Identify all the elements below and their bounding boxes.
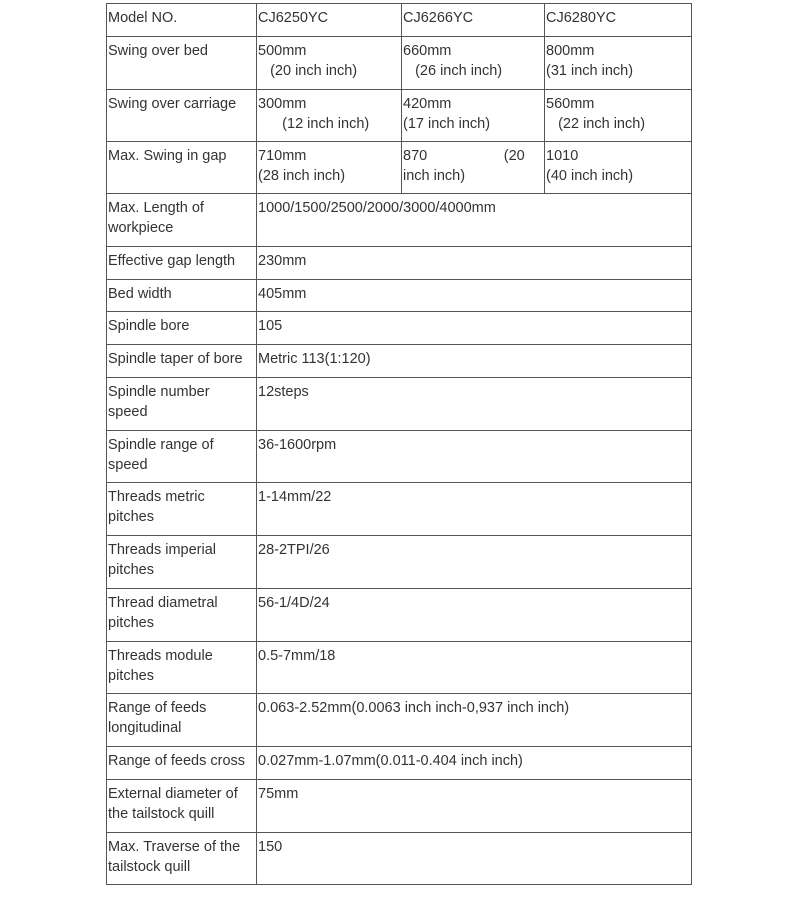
table-row <box>107 780 692 833</box>
cell-value: 75mm <box>257 780 692 833</box>
cell-value: 1010 (40 inch inch) <box>545 142 692 194</box>
table-row <box>107 589 692 642</box>
table-row <box>107 694 692 747</box>
table-row <box>107 90 692 142</box>
row-label: Range of feeds cross <box>107 747 257 780</box>
cell-value: 12steps <box>257 378 692 431</box>
cell-value: 36-1600rpm <box>257 431 692 483</box>
row-label: Range of feeds longitudinal <box>107 694 257 747</box>
cell-value: 150 <box>257 833 692 885</box>
row-label: Threads metric pitches <box>107 483 257 536</box>
cell-value: 300mm (12 inch inch) <box>257 90 402 142</box>
row-label: Threads imperial pitches <box>107 536 257 589</box>
table-row <box>107 431 692 483</box>
cell-value: 870 (20 inch inch) <box>402 142 545 194</box>
table-row <box>107 483 692 536</box>
table-row <box>107 37 692 90</box>
cell-value: 500mm (20 inch inch) <box>257 37 402 90</box>
table-row <box>107 642 692 694</box>
row-label: Bed width <box>107 280 257 312</box>
cell-value: 405mm <box>257 280 692 312</box>
table-row <box>107 194 692 247</box>
row-label: Spindle taper of bore <box>107 345 257 378</box>
row-label: Max. Traverse of the tailstock quill <box>107 833 257 885</box>
cell-value: 1000/1500/2500/2000/3000/4000mm <box>257 194 692 247</box>
cell-value: 0.063-2.52mm(0.0063 inch inch-0,937 inch inch) <box>257 694 692 747</box>
cell-value: 1-14mm/22 <box>257 483 692 536</box>
table-row <box>107 345 692 378</box>
model-cj6266yc: CJ6266YC <box>402 4 545 37</box>
row-label: Swing over carriage <box>107 90 257 142</box>
table-row <box>107 833 692 885</box>
cell-value: 420mm (17 inch inch) <box>402 90 545 142</box>
cell-value: 710mm (28 inch inch) <box>257 142 402 194</box>
row-label: Thread diametral pitches <box>107 589 257 642</box>
cell-value: 105 <box>257 312 692 345</box>
table-row <box>107 4 692 37</box>
row-label: Spindle number speed <box>107 378 257 431</box>
cell-value: 230mm <box>257 247 692 280</box>
row-label: Spindle range of speed <box>107 431 257 483</box>
table-row <box>107 247 692 280</box>
cell-value: 660mm (26 inch inch) <box>402 37 545 90</box>
header-label: Model NO. <box>107 4 257 37</box>
table-row <box>107 747 692 780</box>
table-row <box>107 378 692 431</box>
cell-value: 28-2TPI/26 <box>257 536 692 589</box>
row-label: External diameter of the tailstock quill <box>107 780 257 833</box>
row-label: Max. Length of workpiece <box>107 194 257 247</box>
cell-value: Metric 113(1:120) <box>257 345 692 378</box>
cell-value: 560mm (22 inch inch) <box>545 90 692 142</box>
model-cj6250yc: CJ6250YC <box>257 4 402 37</box>
cell-value: 800mm (31 inch inch) <box>545 37 692 90</box>
table-row <box>107 280 692 312</box>
row-label: Effective gap length <box>107 247 257 280</box>
row-label: Swing over bed <box>107 37 257 90</box>
cell-value: 0.5-7mm/18 <box>257 642 692 694</box>
model-cj6280yc: CJ6280YC <box>545 4 692 37</box>
row-label: Threads module pitches <box>107 642 257 694</box>
row-label: Max. Swing in gap <box>107 142 257 194</box>
row-label: Spindle bore <box>107 312 257 345</box>
table-row <box>107 142 692 194</box>
cell-value: 56-1/4D/24 <box>257 589 692 642</box>
spec-table <box>106 3 692 885</box>
cell-value: 0.027mm-1.07mm(0.011-0.404 inch inch) <box>257 747 692 780</box>
table-row <box>107 312 692 345</box>
table-row <box>107 536 692 589</box>
